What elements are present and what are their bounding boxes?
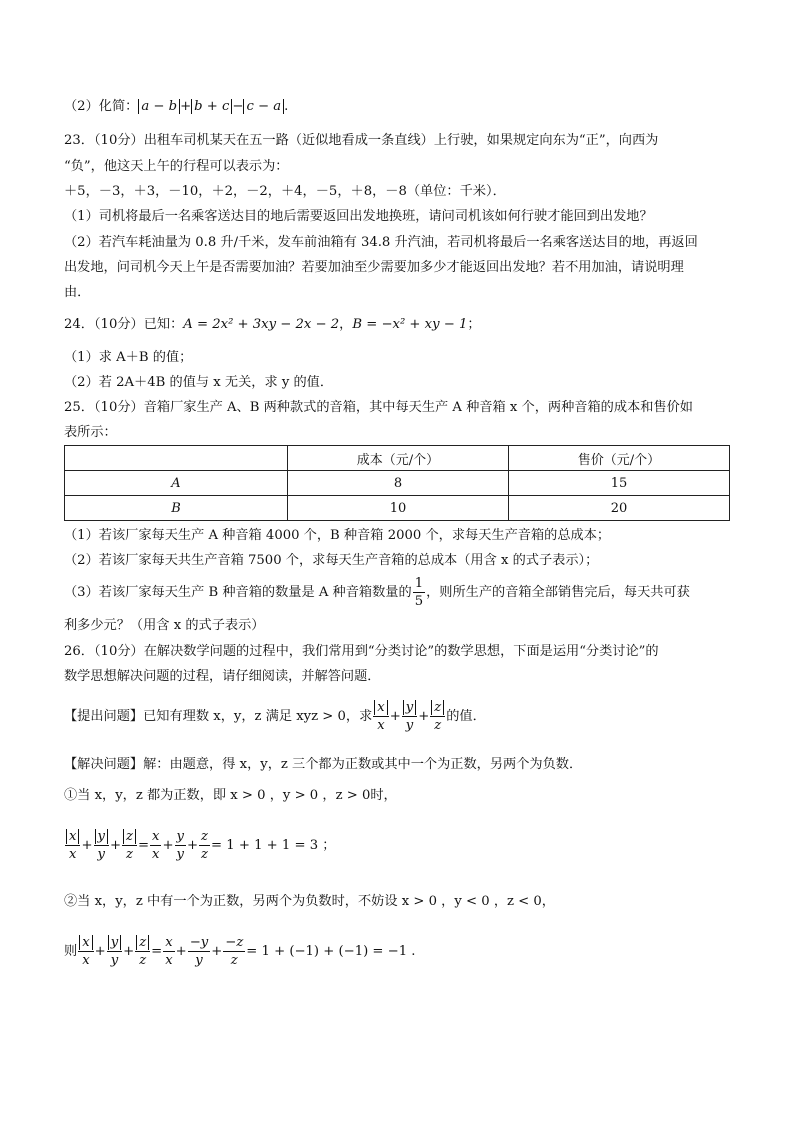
q25-line1: 25．（10分）音箱厂家生产 A、B 两种款式的音箱，其中每天生产 A 种音箱 x 个，两种音箱的成本和售价如 [64,400,693,415]
q25-part3-line2: 利多少元？（用含 x 的式子表示） [64,618,265,633]
q22-part2 [64,98,288,116]
q23-part1: （1）司机将最后一名乘客送达目的地后需要返回出发地换班，请问司机该如何行驶才能回到出发地？ [64,209,653,224]
op-eq: = [151,944,163,959]
frac-num [430,699,445,717]
table-header-cell: 售价（元/个） [509,446,730,471]
q25-part1: （1）若该厂家每天生产 A 种音箱 4000 个，B 种音箱 2000 个，求每天生产音箱的总成本； [64,528,611,543]
case2-result: = 1 + (−1) + (−1) = −1 . [246,944,416,959]
frac-y-over-y [175,828,186,863]
case2-prefix: 则 [64,944,78,959]
frac-abs-x-over-x [373,699,388,734]
abs-z: z [136,935,149,950]
table-cell: B [65,496,288,521]
q24-part2: （2）若 2A＋4B 的值与 x 无关，求 y 的值． [64,375,334,390]
frac-num: x [152,829,160,844]
table-cell: 15 [509,471,730,496]
table-header-cell [65,446,288,471]
abs-z: z [431,700,444,715]
frac-num: y [176,829,184,844]
frac-den: z [201,847,208,862]
q23-part2-line3: 由． [64,285,91,300]
op-minus: − [232,99,244,114]
abs-b-plus-c: b + c [191,99,232,114]
frac-den: y [405,718,414,733]
table-row [65,471,730,496]
frac-abs-x-over-x [65,828,80,863]
frac-num: −y [189,935,209,950]
frac-z-over-z [199,828,210,863]
case1-result: = 1 + 1 + 1 = 3 ； [211,838,336,853]
frac-num: z [201,829,208,844]
q25-line2: 表所示： [64,425,117,440]
q23-line1: 23．（10分）出租车司机某天在五一路（近似地看成一条直线）上行驶，如果规定向东为“正”，向西为 [64,133,659,148]
separator: ， [339,317,353,332]
period: . [284,99,289,114]
op-plus: + [186,838,199,853]
q25-part2: （2）若该厂家每天共生产音箱 7500 个，求每天生产音箱的总成本（用含 x 的式子表示）； [64,553,599,568]
frac-abs-x-over-x [78,934,93,969]
frac-den: x [152,847,160,862]
frac-neg-z-over-z [223,934,245,969]
frac-den: x [82,953,90,968]
abs-x: x [79,935,92,950]
frac-num [94,828,109,846]
problem-post: 的值． [446,709,486,724]
frac-den: 5 [414,594,424,609]
op-plus: + [109,838,122,853]
frac-abs-y-over-y [94,828,109,863]
frac-abs-z-over-z [135,934,150,969]
abs-y: y [403,700,416,715]
op-plus: + [180,99,192,114]
problem-pre: 【提出问题】已知有理数 x，y，z 满足 xyz > 0，求 [64,709,373,724]
q22-part2-label: （2）化简： [64,99,139,114]
frac-num: −z [225,935,244,950]
frac-num [402,699,417,717]
op-plus: + [162,838,174,853]
frac-den: y [195,953,203,968]
table-header-cell: 成本（元/个） [288,446,509,471]
fraction-one-fifth [413,575,425,610]
q26-case1: ①当 x，y，z 都为正数，即 x > 0 ，y > 0 ，z > 0时， [64,788,397,803]
abs-z: z [123,829,136,844]
frac-den: y [110,953,119,968]
frac-x-over-x [150,828,161,863]
op-plus: + [389,709,401,724]
q26-line1: 26．（10分）在解决数学问题的过程中，我们常用到“分类讨论”的数学思想，下面是运用“分类讨论”的 [64,644,659,659]
frac-num [107,934,122,952]
cost-price-table [64,445,730,521]
frac-den: z [230,953,238,968]
frac-num [135,934,150,952]
q24-part1: （1）求 A＋B 的值； [64,350,193,365]
abs-y: y [108,935,121,950]
abs-x: x [66,829,79,844]
op-eq: = [137,838,150,853]
table-header-row [65,446,730,471]
q23-line3: ＋5，－3，＋3，－10，＋2，－2，＋4，－5，＋8，－8（单位：千米）． [64,184,506,199]
q24-head [64,316,481,334]
frac-num [78,934,93,952]
semicolon: ； [467,317,481,332]
expr-B: B = −x² + xy − 1 [352,317,468,332]
q26-line2: 数学思想解决问题的过程，请仔细阅读，并解答问题． [64,669,381,684]
frac-num [122,828,137,846]
frac-num [373,699,388,717]
frac-abs-z-over-z [430,699,445,734]
frac-neg-y-over-y [188,934,211,969]
frac-den: z [139,953,147,968]
op-plus: + [81,838,93,853]
q25-part3 [64,573,690,613]
frac-num: 1 [414,576,424,591]
op-plus: + [211,944,223,959]
op-plus: + [123,944,135,959]
q25-part3-post: ，则所生产的音箱全部销售完后，每天共可获 [426,585,690,600]
table-cell: 8 [288,471,509,496]
q26-case2-equation [64,932,416,972]
abs-x: x [374,700,387,715]
q26-case2: ②当 x，y，z 中有一个为正数，另两个为负数时，不妨设 x > 0 ，y < 0 ，z < 0， [64,894,555,909]
table-cell: 10 [288,496,509,521]
table-cell: 20 [509,496,730,521]
frac-den: y [176,847,184,862]
frac-x-over-x [163,934,174,969]
expr-A: A = 2x² + 3xy − 2x − 2 [183,317,340,332]
q23-part2-line1: （2）若汽车耗油量为 0.8 升/千米，发车前油箱有 34.8 升汽油，若司机将最后一名乘客送达目的地，再返回 [64,235,698,250]
q26-solve: 【解决问题】解：由题意，得 x，y，z 三个都为正数或其中一个为正数，另两个为负数． [64,757,583,772]
frac-abs-y-over-y [107,934,122,969]
frac-den: x [165,953,173,968]
q25-part3-pre: （3）若该厂家每天生产 B 种音箱的数量是 A 种音箱数量的 [64,585,412,600]
q26-problem [64,697,486,737]
abs-c-minus-a: c − a [243,99,284,114]
q26-case1-equation [64,826,335,866]
frac-den: y [97,847,105,862]
abs-a-minus-b: a − b [138,99,180,114]
op-plus: + [94,944,106,959]
frac-den: z [434,718,442,733]
frac-den: x [377,718,385,733]
frac-abs-z-over-z [122,828,137,863]
abs-y: y [95,829,108,844]
q24-label: 24．（10分）已知： [64,317,184,332]
frac-abs-y-over-y [402,699,417,734]
frac-den: z [126,847,133,862]
op-plus: + [418,709,430,724]
op-plus: + [175,944,187,959]
table-cell: A [65,471,288,496]
q23-line2: “负”，他这天上午的行程可以表示为： [64,159,289,174]
frac-num [65,828,80,846]
table-row [65,496,730,521]
frac-num: x [165,935,173,950]
frac-den: x [69,847,77,862]
q23-part2-line2: 出发地，问司机今天上午是否需要加油？若要加油至少需要加多少才能返回出发地？若不用加油，请说明理 [64,260,684,275]
